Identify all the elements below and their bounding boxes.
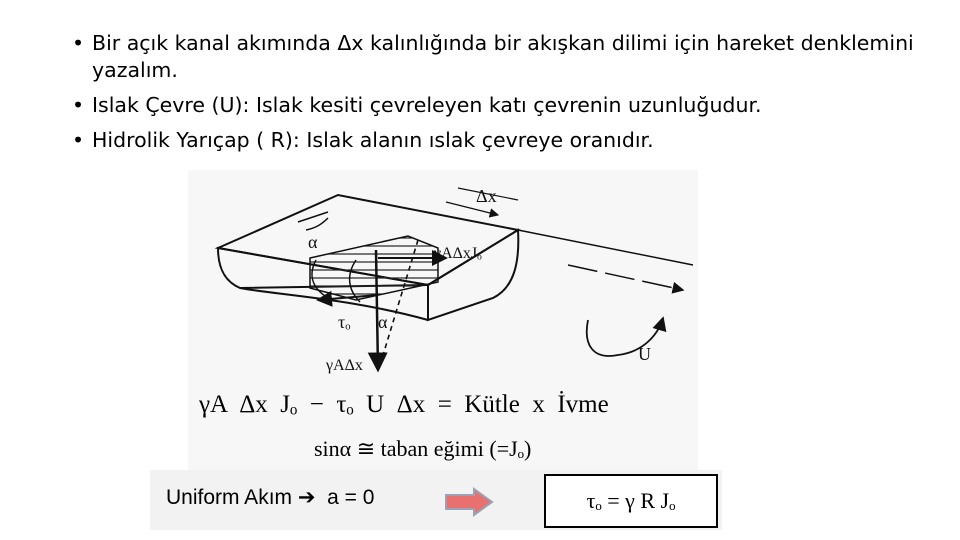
slope-equation: sinα ≅ taban eğimi (=Jₒ) [314, 436, 532, 461]
label-alpha-bottom: α [378, 312, 388, 332]
uniform-flow-text [166, 485, 374, 510]
fluid-slice [310, 236, 438, 300]
label-dx: Δx [476, 186, 497, 206]
bullet-item: • Bir açık kanal akımında Δx kalınlığında bir akışkan dilimi için hareket denklemini yazalım. [72, 30, 932, 84]
label-weight: γAΔx [326, 357, 363, 374]
bullet-list [72, 30, 932, 162]
perimeter-curve [587, 318, 663, 356]
bullet-item: • Islak Çevre (U): Islak kesiti çevreleyen katı çevrenin uzunluğudur. [72, 92, 932, 119]
uniform-label: Uniform Akım [166, 486, 293, 509]
label-tau: τₒ [338, 312, 351, 332]
implies-arrow-icon: ➔ [297, 486, 316, 509]
channel-diagram [188, 170, 698, 470]
right-arrow-icon [444, 487, 494, 522]
bullet-item: • Hidrolik Yarıçap ( R): Islak alanın ıslak çevreye oranıdır. [72, 127, 932, 154]
motion-equation: γA Δx Jₒ − τₒ U Δx = Kütle x İvme [199, 385, 689, 425]
label-weight-component: γAΔxJₒ [434, 245, 482, 262]
uniform-condition: a = 0 [327, 486, 375, 509]
label-perimeter: U [638, 344, 651, 364]
channel-diagram-svg [188, 170, 698, 470]
label-alpha-top: α [308, 232, 318, 252]
result-box: τₒ = γ R Jₒ [544, 474, 718, 528]
channel-block [428, 230, 518, 320]
